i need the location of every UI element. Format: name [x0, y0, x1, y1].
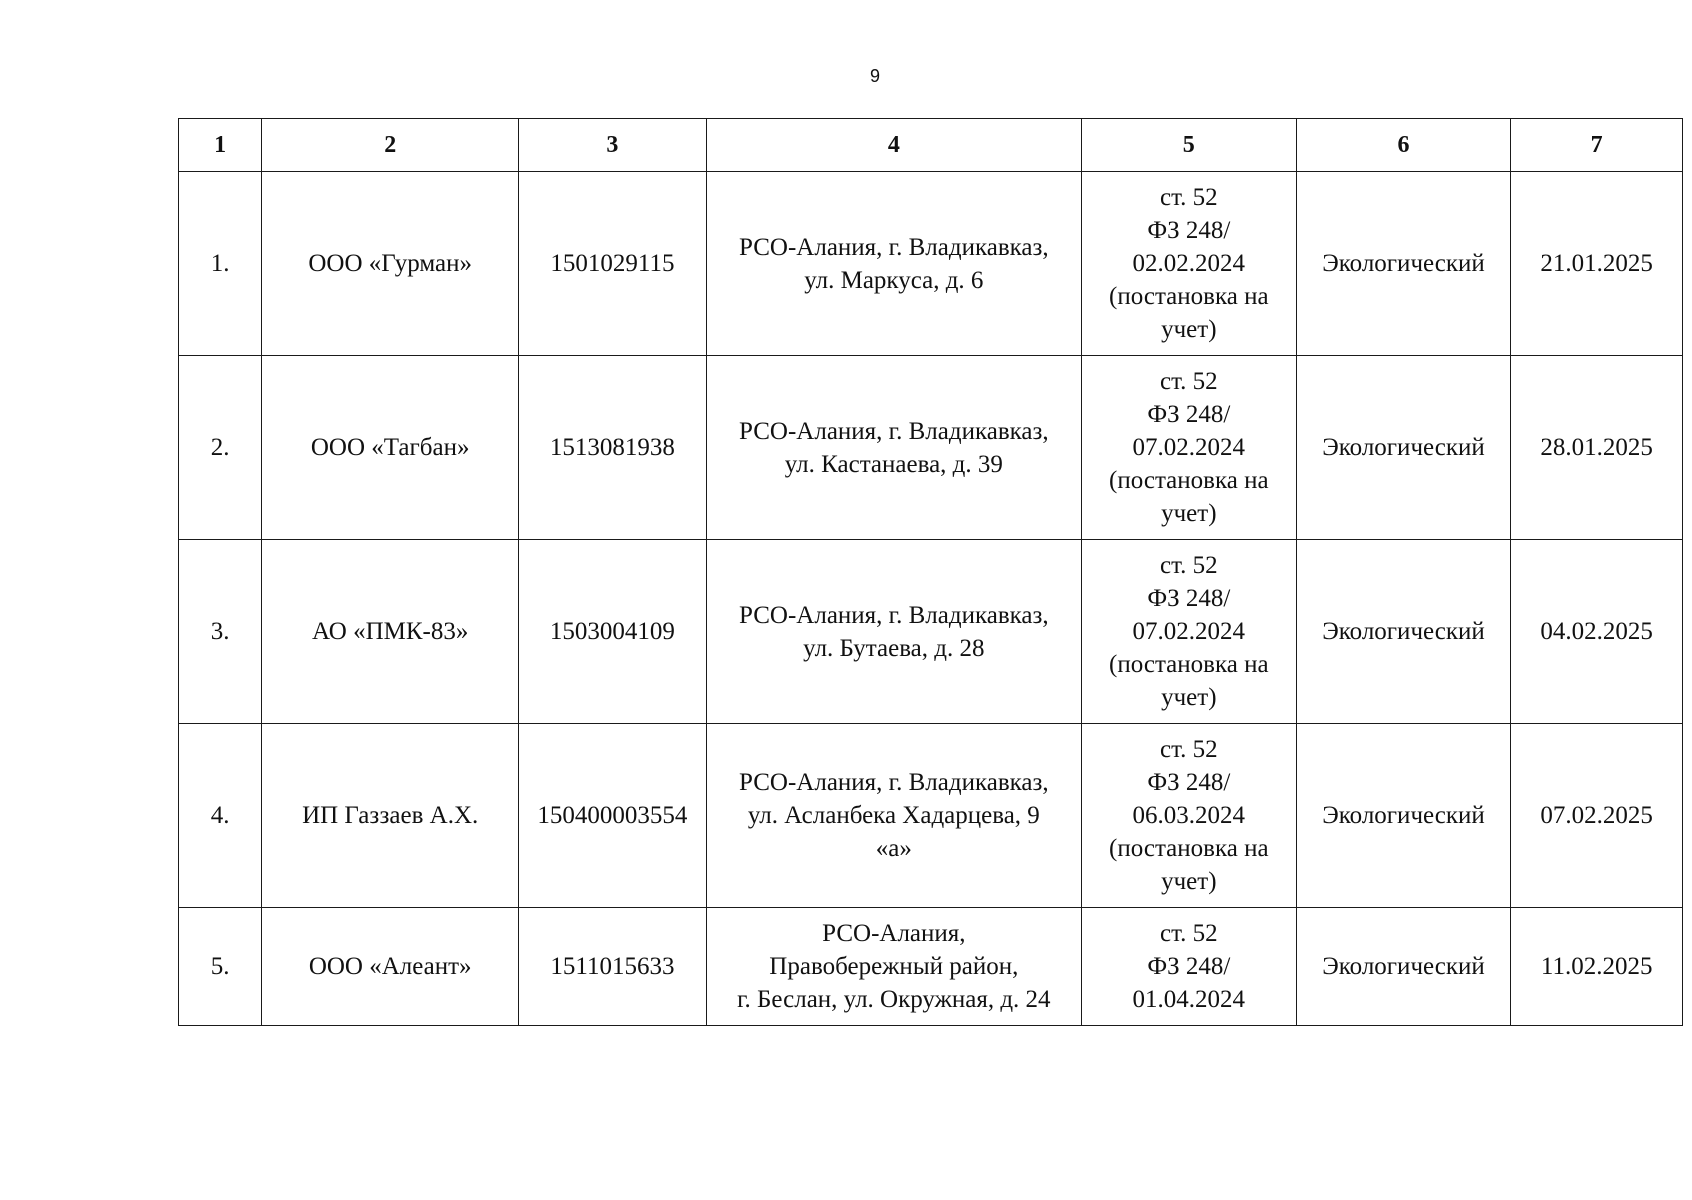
- table-row: [179, 540, 1683, 724]
- control-type-cell: Экологический: [1296, 724, 1511, 908]
- header-col-4: 4: [706, 119, 1081, 172]
- basis-cell-line: (постановка на: [1109, 467, 1269, 494]
- address-cell-line: ул. Асланбека Хадарцева, 9: [747, 802, 1040, 829]
- organization-name-cell: ИП Газзаев А.Х.: [262, 724, 519, 908]
- inn-cell: 1503004109: [519, 540, 707, 724]
- basis-cell-line: 01.04.2024: [1132, 986, 1246, 1013]
- address-cell-line: «а»: [875, 835, 912, 862]
- basis-cell-line: ст. 52: [1159, 920, 1218, 947]
- basis-cell-line: ФЗ 248/: [1147, 953, 1231, 980]
- address-cell-line: ул. Кастанаева, д. 39: [784, 450, 1003, 478]
- basis-cell-line: (постановка на: [1109, 283, 1269, 310]
- basis-cell-line: 02.02.2024: [1132, 250, 1246, 277]
- row-number-cell: 2.: [179, 356, 262, 540]
- date-cell: 07.02.2025: [1511, 724, 1683, 908]
- table-row: [179, 724, 1683, 908]
- header-col-2: 2: [262, 119, 519, 172]
- basis-cell: [1081, 540, 1296, 724]
- address-cell: [706, 724, 1081, 908]
- control-type-cell: Экологический: [1296, 908, 1511, 1026]
- basis-cell-line: ст. 52: [1159, 184, 1218, 211]
- header-col-7: 7: [1511, 119, 1683, 172]
- header-col-3: 3: [519, 119, 707, 172]
- control-type-cell: Экологический: [1296, 540, 1511, 724]
- basis-cell-line: ст. 52: [1159, 552, 1218, 579]
- basis-cell-line: учет): [1161, 868, 1217, 895]
- basis-cell-line: ст. 52: [1159, 736, 1218, 763]
- row-number-cell: 4.: [179, 724, 262, 908]
- basis-cell-line: ФЗ 248/: [1147, 585, 1231, 612]
- header-col-5: 5: [1081, 119, 1296, 172]
- row-number-cell: 3.: [179, 540, 262, 724]
- basis-cell-line: ФЗ 248/: [1147, 401, 1231, 428]
- address-cell: [706, 356, 1081, 540]
- organization-name-cell: ООО «Тагбан»: [262, 356, 519, 540]
- inn-cell: 1501029115: [519, 172, 707, 356]
- inn-cell: 1511015633: [519, 908, 707, 1026]
- inn-cell: 150400003554: [519, 724, 707, 908]
- basis-cell-line: (постановка на: [1109, 651, 1269, 678]
- date-cell: 11.02.2025: [1511, 908, 1683, 1026]
- address-cell-line: ул. Маркуса, д. 6: [804, 266, 984, 294]
- date-cell: 28.01.2025: [1511, 356, 1683, 540]
- date-cell: 21.01.2025: [1511, 172, 1683, 356]
- basis-cell-line: 07.02.2024: [1132, 434, 1246, 461]
- address-cell-line: РСО-Алания, г. Владикавказ,: [739, 769, 1049, 796]
- organization-name-cell: ООО «Гурман»: [262, 172, 519, 356]
- basis-cell-line: 07.02.2024: [1132, 618, 1246, 645]
- basis-cell-line: учет): [1161, 684, 1217, 711]
- header-col-6: 6: [1296, 119, 1511, 172]
- address-cell-line: РСО-Алания, г. Владикавказ,: [739, 417, 1049, 445]
- basis-cell: [1081, 172, 1296, 356]
- address-cell-line: РСО-Алания, г. Владикавказ,: [739, 601, 1049, 629]
- address-cell-line: ул. Бутаева, д. 28: [803, 634, 985, 662]
- organization-name-cell: ООО «Алеант»: [262, 908, 519, 1026]
- table-row: [179, 172, 1683, 356]
- basis-cell-line: ст. 52: [1159, 368, 1218, 395]
- control-type-cell: Экологический: [1296, 356, 1511, 540]
- table-row: [179, 356, 1683, 540]
- header-col-1: 1: [179, 119, 262, 172]
- address-cell-line: г. Беслан, ул. Окружная, д. 24: [737, 986, 1051, 1013]
- basis-cell: [1081, 356, 1296, 540]
- page-number: 9: [869, 66, 880, 86]
- registry-table: [178, 118, 1683, 1026]
- basis-cell-line: учет): [1161, 316, 1217, 343]
- basis-cell-line: ФЗ 248/: [1147, 217, 1231, 244]
- organization-name-cell: АО «ПМК-83»: [262, 540, 519, 724]
- date-cell: 04.02.2025: [1511, 540, 1683, 724]
- row-number-cell: 1.: [179, 172, 262, 356]
- table-row: [179, 908, 1683, 1026]
- address-cell: [706, 540, 1081, 724]
- address-cell: [706, 172, 1081, 356]
- address-cell-line: РСО-Алания,: [822, 920, 966, 947]
- basis-cell-line: (постановка на: [1109, 835, 1269, 862]
- inn-cell: 1513081938: [519, 356, 707, 540]
- header-row: [179, 119, 1683, 172]
- control-type-cell: Экологический: [1296, 172, 1511, 356]
- basis-cell-line: учет): [1161, 500, 1217, 527]
- address-cell-line: РСО-Алания, г. Владикавказ,: [739, 233, 1049, 261]
- address-cell: [706, 908, 1081, 1026]
- basis-cell-line: 06.03.2024: [1132, 802, 1246, 829]
- basis-cell: [1081, 724, 1296, 908]
- address-cell-line: Правобережный район,: [769, 953, 1019, 980]
- basis-cell: [1081, 908, 1296, 1026]
- row-number-cell: 5.: [179, 908, 262, 1026]
- basis-cell-line: ФЗ 248/: [1147, 769, 1231, 796]
